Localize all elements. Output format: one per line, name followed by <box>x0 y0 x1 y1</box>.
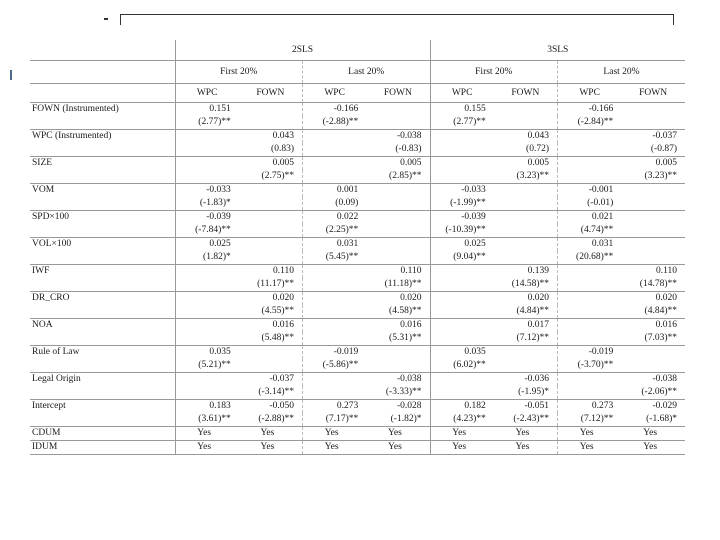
dummy-cell: Yes <box>175 427 239 441</box>
t-stat-cell: (7.12)** <box>516 333 549 343</box>
t-stat-cell: (1.82)* <box>175 251 239 265</box>
coefficient-cell: 0.001 <box>303 184 367 198</box>
row-label-empty <box>30 332 175 346</box>
coefficient-cell: -0.038 <box>621 373 685 387</box>
table-row-tstat <box>30 413 685 427</box>
t-stat-cell <box>430 170 494 184</box>
coefficient-cell: 0.021 <box>558 211 622 225</box>
coefficient-cell <box>303 130 367 144</box>
table-row-tstat <box>30 278 685 292</box>
table-row-coefficient <box>30 319 685 333</box>
t-stat-cell: (-0.01) <box>558 197 622 211</box>
t-stat-cell: (-5.86)** <box>303 359 367 373</box>
table-row-coefficient <box>30 238 685 252</box>
t-stat-cell <box>558 278 622 292</box>
coefficient-cell: -0.028 <box>366 400 430 414</box>
row-label: VOL×100 <box>30 238 175 252</box>
row-label-empty <box>30 305 175 319</box>
coefficient-cell: 0.025 <box>430 238 494 252</box>
t-stat-cell <box>621 224 685 238</box>
coefficient-cell: 0.182 <box>430 400 494 414</box>
table-row-coefficient <box>30 211 685 225</box>
t-stat-cell <box>430 278 494 292</box>
table-row-coefficient <box>30 292 685 306</box>
coefficient-cell: 0.031 <box>303 238 367 252</box>
t-stat-cell: (6.02)** <box>430 359 494 373</box>
row-label: VOM <box>30 184 175 198</box>
table-row-coefficient <box>30 373 685 387</box>
t-stat-cell <box>558 305 622 319</box>
coefficient-cell <box>494 346 558 360</box>
coefficient-cell <box>558 292 622 306</box>
t-stat-cell <box>175 278 239 292</box>
t-stat-cell: (2.77)** <box>175 116 239 130</box>
t-stat-cell: (7.03)** <box>644 333 677 343</box>
header-empty <box>30 40 175 61</box>
coefficient-cell: -0.039 <box>430 211 494 225</box>
coefficient-cell: 0.020 <box>621 292 685 306</box>
t-stat-cell: (0.72) <box>526 144 549 154</box>
row-label-empty <box>30 224 175 238</box>
header-row-estimator <box>30 40 685 61</box>
t-stat-cell <box>239 116 303 130</box>
coefficient-cell <box>175 130 239 144</box>
t-stat-cell: (2.25)** <box>303 224 367 238</box>
coefficient-cell: 0.016 <box>366 319 430 333</box>
t-stat-cell <box>430 143 494 157</box>
t-stat-cell: (14.78)** <box>639 279 677 289</box>
coefficient-cell <box>303 373 367 387</box>
dummy-cell: Yes <box>621 441 685 455</box>
row-label: Legal Origin <box>30 373 175 387</box>
table-row-tstat <box>30 197 685 211</box>
header-column: FOWN <box>239 84 303 103</box>
t-stat-cell: (-1.95)* <box>518 387 549 397</box>
table-row-coefficient <box>30 400 685 414</box>
t-stat-cell: (14.58)** <box>511 279 549 289</box>
t-stat-cell <box>303 305 367 319</box>
coefficient-cell: 0.025 <box>175 238 239 252</box>
coefficient-cell: 0.151 <box>175 103 239 117</box>
coefficient-cell <box>366 211 430 225</box>
t-stat-cell: (9.04)** <box>430 251 494 265</box>
coefficient-cell <box>175 292 239 306</box>
coefficient-cell: 0.035 <box>175 346 239 360</box>
t-stat-cell <box>175 305 239 319</box>
t-stat-cell: (7.17)** <box>303 413 367 427</box>
header-column: FOWN <box>494 84 558 103</box>
table-row-coefficient <box>30 103 685 117</box>
table-row-tstat <box>30 116 685 130</box>
row-label-empty <box>30 386 175 400</box>
t-stat-cell: (-2.84)** <box>558 116 622 130</box>
t-stat-cell: (4.84)** <box>644 306 677 316</box>
regression-results-table <box>30 40 685 455</box>
t-stat-cell <box>558 332 622 346</box>
row-label: CDUM <box>30 427 175 441</box>
coefficient-cell <box>239 211 303 225</box>
t-stat-cell: (11.18)** <box>384 279 422 289</box>
coefficient-cell <box>303 319 367 333</box>
header-row-subgroup <box>30 61 685 84</box>
coefficient-cell <box>239 103 303 117</box>
t-stat-cell <box>494 197 558 211</box>
table-row-tstat <box>30 224 685 238</box>
header-column: WPC <box>430 84 494 103</box>
coefficient-cell <box>430 130 494 144</box>
dummy-cell: Yes <box>366 441 430 455</box>
table-row-tstat <box>30 143 685 157</box>
coefficient-cell: -0.050 <box>239 400 303 414</box>
coefficient-cell: 0.183 <box>175 400 239 414</box>
coefficient-cell: 0.043 <box>239 130 303 144</box>
coefficient-cell: -0.039 <box>175 211 239 225</box>
table-body <box>30 103 685 455</box>
coefficient-cell: -0.051 <box>494 400 558 414</box>
header-subgroup: First 20% <box>430 61 558 84</box>
coefficient-cell <box>621 238 685 252</box>
t-stat-cell: (5.48)** <box>261 333 294 343</box>
coefficient-cell <box>175 319 239 333</box>
coefficient-cell: -0.037 <box>621 130 685 144</box>
dummy-cell: Yes <box>558 427 622 441</box>
row-label-empty <box>30 359 175 373</box>
t-stat-cell: (4.23)** <box>430 413 494 427</box>
coefficient-cell <box>303 265 367 279</box>
t-stat-cell: (7.12)** <box>558 413 622 427</box>
t-stat-cell <box>303 143 367 157</box>
t-stat-cell <box>303 170 367 184</box>
t-stat-cell <box>621 359 685 373</box>
t-stat-cell <box>494 359 558 373</box>
coefficient-cell: -0.037 <box>239 373 303 387</box>
dummy-cell: Yes <box>239 441 303 455</box>
t-stat-cell: (4.58)** <box>389 306 422 316</box>
table-row-tstat <box>30 332 685 346</box>
row-label-empty <box>30 116 175 130</box>
t-stat-cell: (-0.83) <box>395 144 422 154</box>
t-stat-cell <box>558 170 622 184</box>
coefficient-cell: -0.001 <box>558 184 622 198</box>
coefficient-cell <box>621 346 685 360</box>
t-stat-cell: (5.21)** <box>175 359 239 373</box>
dummy-cell: Yes <box>558 441 622 455</box>
t-stat-cell <box>366 359 430 373</box>
dummy-cell: Yes <box>621 427 685 441</box>
table-row-coefficient <box>30 130 685 144</box>
row-label-empty <box>30 251 175 265</box>
coefficient-cell <box>558 319 622 333</box>
coefficient-cell <box>175 373 239 387</box>
coefficient-cell: -0.019 <box>303 346 367 360</box>
coefficient-cell <box>430 292 494 306</box>
coefficient-cell <box>303 157 367 171</box>
t-stat-cell <box>366 116 430 130</box>
table-row-dummy <box>30 427 685 441</box>
t-stat-cell: (5.45)** <box>303 251 367 265</box>
t-stat-cell: (-1.99)** <box>430 197 494 211</box>
coefficient-cell: 0.020 <box>239 292 303 306</box>
coefficient-cell: 0.110 <box>621 265 685 279</box>
coefficient-cell <box>494 238 558 252</box>
row-label: IDUM <box>30 441 175 455</box>
coefficient-cell <box>366 238 430 252</box>
row-label-empty <box>30 413 175 427</box>
t-stat-cell: (5.31)** <box>389 333 422 343</box>
coefficient-cell: -0.033 <box>430 184 494 198</box>
table-row-tstat <box>30 305 685 319</box>
t-stat-cell: (0.09) <box>303 197 367 211</box>
t-stat-cell <box>621 197 685 211</box>
coefficient-cell <box>239 346 303 360</box>
coefficient-cell: -0.166 <box>558 103 622 117</box>
t-stat-cell: (-3.70)** <box>558 359 622 373</box>
t-stat-cell <box>239 251 303 265</box>
coefficient-cell: 0.016 <box>239 319 303 333</box>
t-stat-cell: (-10.39)** <box>430 224 494 238</box>
t-stat-cell: (-2.43)** <box>513 414 549 424</box>
coefficient-cell <box>366 184 430 198</box>
coefficient-cell: -0.019 <box>558 346 622 360</box>
coefficient-cell <box>430 319 494 333</box>
coefficient-cell <box>558 265 622 279</box>
coefficient-cell <box>366 103 430 117</box>
coefficient-cell: 0.110 <box>239 265 303 279</box>
coefficient-cell: 0.035 <box>430 346 494 360</box>
t-stat-cell <box>175 332 239 346</box>
t-stat-cell: (-1.83)* <box>175 197 239 211</box>
slide-top-frame <box>120 14 674 25</box>
t-stat-cell <box>430 305 494 319</box>
t-stat-cell: (11.17)** <box>257 279 294 289</box>
row-label: WPC (Instrumented) <box>30 130 175 144</box>
dummy-cell: Yes <box>494 441 558 455</box>
dummy-cell: Yes <box>366 427 430 441</box>
coefficient-cell <box>239 238 303 252</box>
t-stat-cell <box>430 332 494 346</box>
coefficient-cell: -0.029 <box>621 400 685 414</box>
coefficient-cell: 0.005 <box>621 157 685 171</box>
coefficient-cell: 0.022 <box>303 211 367 225</box>
coefficient-cell: 0.043 <box>494 130 558 144</box>
coefficient-cell <box>494 211 558 225</box>
t-stat-cell: (2.85)** <box>389 171 422 181</box>
dummy-cell: Yes <box>175 441 239 455</box>
row-label: Intercept <box>30 400 175 414</box>
header-column: FOWN <box>366 84 430 103</box>
t-stat-cell <box>494 116 558 130</box>
header-subgroup: Last 20% <box>303 61 431 84</box>
row-label: IWF <box>30 265 175 279</box>
t-stat-cell <box>430 386 494 400</box>
coefficient-cell: 0.005 <box>494 157 558 171</box>
coefficient-cell <box>558 157 622 171</box>
t-stat-cell: (-7.84)** <box>175 224 239 238</box>
header-row-dependent <box>30 84 685 103</box>
coefficient-cell <box>430 157 494 171</box>
coefficient-cell: 0.020 <box>366 292 430 306</box>
coefficient-cell: -0.036 <box>494 373 558 387</box>
row-label-empty <box>30 278 175 292</box>
t-stat-cell <box>621 116 685 130</box>
t-stat-cell: (0.83) <box>271 144 294 154</box>
dummy-cell: Yes <box>430 441 494 455</box>
t-stat-cell: (2.75)** <box>261 171 294 181</box>
header-3sls: 3SLS <box>430 40 685 61</box>
coefficient-cell: 0.139 <box>494 265 558 279</box>
t-stat-cell <box>494 251 558 265</box>
coefficient-cell: 0.016 <box>621 319 685 333</box>
t-stat-cell: (-1.68)* <box>646 414 677 424</box>
coefficient-cell <box>558 373 622 387</box>
t-stat-cell: (2.77)** <box>430 116 494 130</box>
t-stat-cell <box>366 224 430 238</box>
coefficient-cell <box>430 265 494 279</box>
table-row-tstat <box>30 386 685 400</box>
table-row-tstat <box>30 359 685 373</box>
dummy-cell: Yes <box>303 427 367 441</box>
t-stat-cell: (-0.87) <box>650 144 677 154</box>
t-stat-cell <box>303 386 367 400</box>
t-stat-cell <box>239 359 303 373</box>
coefficient-cell <box>430 373 494 387</box>
coefficient-cell: 0.273 <box>303 400 367 414</box>
t-stat-cell: (-2.88)** <box>258 414 294 424</box>
t-stat-cell: (-2.06)** <box>641 387 677 397</box>
t-stat-cell <box>303 332 367 346</box>
row-label: Rule of Law <box>30 346 175 360</box>
t-stat-cell <box>175 386 239 400</box>
row-label-empty <box>30 197 175 211</box>
row-label: SIZE <box>30 157 175 171</box>
coefficient-cell: 0.273 <box>558 400 622 414</box>
decorative-left-mark <box>10 70 12 80</box>
table-row-coefficient <box>30 265 685 279</box>
coefficient-cell: 0.155 <box>430 103 494 117</box>
t-stat-cell: (4.74)** <box>558 224 622 238</box>
t-stat-cell: (3.23)** <box>516 171 549 181</box>
dummy-cell: Yes <box>303 441 367 455</box>
t-stat-cell <box>175 170 239 184</box>
coefficient-cell: -0.038 <box>366 373 430 387</box>
t-stat-cell <box>621 251 685 265</box>
table-row-coefficient <box>30 157 685 171</box>
t-stat-cell <box>366 197 430 211</box>
row-label-empty <box>30 143 175 157</box>
t-stat-cell: (3.23)** <box>644 171 677 181</box>
dummy-cell: Yes <box>239 427 303 441</box>
t-stat-cell <box>494 224 558 238</box>
coefficient-cell: 0.005 <box>239 157 303 171</box>
t-stat-cell: (-2.88)** <box>303 116 367 130</box>
t-stat-cell <box>558 143 622 157</box>
t-stat-cell: (3.61)** <box>175 413 239 427</box>
dummy-cell: Yes <box>494 427 558 441</box>
coefficient-cell: -0.033 <box>175 184 239 198</box>
coefficient-cell <box>494 184 558 198</box>
coefficient-cell: -0.166 <box>303 103 367 117</box>
t-stat-cell: (-1.82)* <box>390 414 422 424</box>
coefficient-cell: 0.031 <box>558 238 622 252</box>
coefficient-cell: 0.005 <box>366 157 430 171</box>
table-row-dummy <box>30 441 685 455</box>
coefficient-cell: -0.038 <box>366 130 430 144</box>
t-stat-cell <box>239 197 303 211</box>
t-stat-cell <box>558 386 622 400</box>
coefficient-cell <box>621 103 685 117</box>
header-column: WPC <box>175 84 239 103</box>
header-column: WPC <box>558 84 622 103</box>
coefficient-cell <box>303 292 367 306</box>
t-stat-cell <box>239 224 303 238</box>
coefficient-cell <box>175 265 239 279</box>
header-2sls: 2SLS <box>175 40 430 61</box>
coefficient-cell <box>621 184 685 198</box>
row-label: DR_CRO <box>30 292 175 306</box>
header-subgroup: Last 20% <box>558 61 686 84</box>
table-row-coefficient <box>30 346 685 360</box>
row-label: NOA <box>30 319 175 333</box>
row-label: FOWN (Instrumented) <box>30 103 175 117</box>
coefficient-cell <box>494 103 558 117</box>
coefficient-cell <box>558 130 622 144</box>
t-stat-cell: (-3.14)** <box>258 387 294 397</box>
coefficient-cell <box>175 157 239 171</box>
coefficient-cell: 0.110 <box>366 265 430 279</box>
coefficient-cell: 0.017 <box>494 319 558 333</box>
row-label: SPD×100 <box>30 211 175 225</box>
t-stat-cell: (4.55)** <box>261 306 294 316</box>
coefficient-cell: 0.020 <box>494 292 558 306</box>
t-stat-cell <box>303 278 367 292</box>
decorative-tick <box>104 18 108 20</box>
header-subgroup: First 20% <box>175 61 303 84</box>
coefficient-cell <box>239 184 303 198</box>
t-stat-cell <box>175 143 239 157</box>
t-stat-cell: (4.84)** <box>516 306 549 316</box>
t-stat-cell: (-3.33)** <box>385 387 422 397</box>
table-row-tstat <box>30 251 685 265</box>
coefficient-cell <box>621 211 685 225</box>
t-stat-cell: (20.68)** <box>558 251 622 265</box>
header-column: WPC <box>303 84 367 103</box>
coefficient-cell <box>366 346 430 360</box>
dummy-cell: Yes <box>430 427 494 441</box>
table-row-tstat <box>30 170 685 184</box>
table-row-coefficient <box>30 184 685 198</box>
row-label-empty <box>30 170 175 184</box>
t-stat-cell <box>366 251 430 265</box>
header-column: FOWN <box>621 84 685 103</box>
